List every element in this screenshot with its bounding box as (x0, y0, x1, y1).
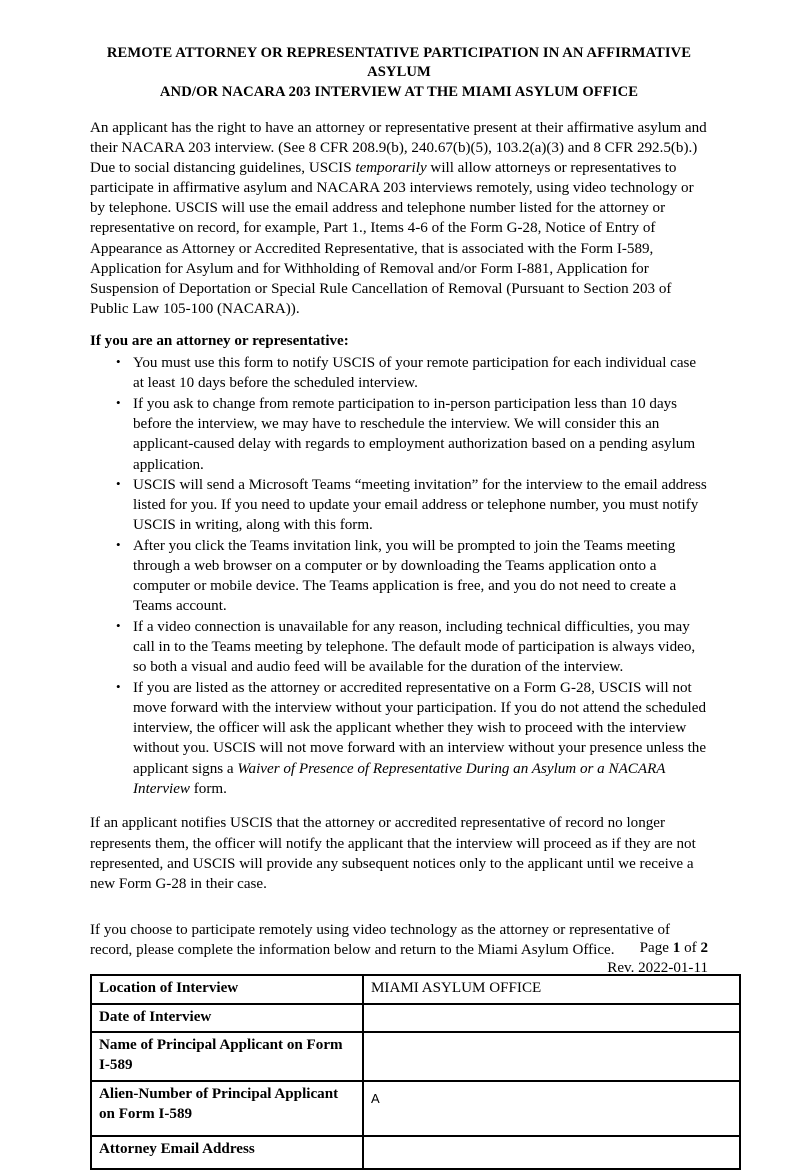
closing-paragraph-2: If you choose to participate remotely using video technology as the attorney or representative of record, please complete the information below and return to the Miami Asylum Office. (90, 921, 671, 959)
intro-paragraph-italic: temporarily (355, 160, 427, 177)
list-item-part-2: form. (190, 780, 227, 797)
page-title-line-2: AND/OR NACARA 203 INTERVIEW AT THE MIAMI ASYLUM OFFICE (159, 83, 639, 100)
page-number: 1 (672, 940, 681, 956)
revision-date: Rev. 2022-01-11 (607, 960, 708, 977)
list-item-italic-title: Waiver of Presence of Representative During an Asylum or a NACARA Interview (133, 760, 666, 797)
intro-paragraph-part-1: An applicant has the right to have an attorney or representative present at their affirmative asylum and their NACARA 203 interview. (See 8 CFR 208.9(b), 240.67(b)(5), 103.2(a)(3) and 8 CFR 292.5(b).) Due to social distancing guidelines, USCIS (90, 119, 707, 177)
intro-paragraph-part-2: will allow attorneys or representatives to participate in affirmative asylum and NACARA 203 interviews remotely, using video technology or by telephone. USCIS will use the email address and telephone number listed for the attorney or representative on record, for example, Part 1., Items 4-6 of the Form G-28, Notice of Entry of Appearance as Attorney or Accredited Representative, that is associated with the Form I-589, Application for Asylum and for Withholding of Removal and/or Form I-881, Application for Suspension of Deportation or Special Rule Cancellation of Removal (Pursuant to Section 203 of Public Law 105-100 (NACARA)). (90, 160, 694, 318)
table-row (91, 1032, 740, 1081)
table-row (91, 1081, 740, 1136)
interview-information-table (90, 974, 741, 1170)
table-row (91, 1136, 740, 1169)
list-item: • If a video connection is unavailable for any reason, including technical difficulties, you may call in to the Teams meeting by telephone. The default mode of participation is always video, so both a visual and audio feed will be available for the duration of the interview. (90, 617, 708, 677)
table-row-label: Location of Interview (91, 975, 363, 1004)
paragraph-spacer (90, 906, 708, 920)
table-row (91, 1004, 740, 1033)
paragraph-spacer (90, 799, 708, 813)
table-row-label: Attorney Email Address (91, 1136, 363, 1169)
page-prefix: Page (639, 940, 673, 956)
table-row-value[interactable] (363, 1136, 740, 1169)
table-row-value[interactable] (363, 1032, 740, 1081)
page-title (90, 44, 708, 102)
page-title-line-1: REMOTE ATTORNEY OR REPRESENTATIVE PARTICIPATION IN AN AFFIRMATIVE ASYLUM (106, 45, 692, 81)
list-item (90, 678, 708, 799)
page-footer (607, 938, 708, 978)
table-row-value[interactable] (363, 1004, 740, 1033)
table-row-value[interactable]: A (363, 1081, 740, 1136)
table-row-value[interactable]: MIAMI ASYLUM OFFICE (363, 975, 740, 1004)
list-item-part-1: If you are listed as the attorney or accredited representative on a Form G-28, USCIS will not move forward with the interview without your participation. If you do not attend the scheduled interview, the officer will ask the applicant whether they wish to proceed with the interview without you. USCIS will not move forward with an interview without your presence unless the applicant signs a (133, 680, 707, 777)
attorney-instructions-list (90, 353, 708, 799)
closing-paragraph-1: If an applicant notifies USCIS that the attorney or accredited representative of record no longer represents them, the officer will notify the applicant that the interview will proceed as if they are not represented, and USCIS will provide any subsequent notices only to the applicant until we receive a new Form G-28 in their case. (90, 815, 696, 892)
page-total: 2 (700, 940, 708, 956)
list-item: • After you click the Teams invitation link, you will be prompted to join the Teams meeting through a web browser on a computer or by downloading the Teams application onto a computer or mobile device. The Teams application is free, and you do not need to create a Teams account. (90, 536, 708, 617)
table-row-label: Date of Interview (91, 1004, 363, 1033)
page-number-line (607, 938, 708, 958)
page-middle: of (680, 940, 701, 956)
list-item: • USCIS will send a Microsoft Teams “meeting invitation” for the interview to the email address listed for you. If you need to update your email address or telephone number, you must notify USCIS in writing, along with this form. (90, 475, 708, 535)
list-item: • If you ask to change from remote participation to in-person participation less than 10 days before the interview, we may have to reschedule the interview. We will consider this an applicant-caused delay with regards to employment authorization based on a pending asylum application. (90, 394, 708, 475)
document-content (90, 44, 708, 1170)
table-row-label: Name of Principal Applicant on Form I-589 (91, 1032, 363, 1081)
list-item: • You must use this form to notify USCIS of your remote participation for each individual case at least 10 days before the scheduled interview. (90, 353, 708, 393)
intro-paragraph (90, 118, 708, 319)
table-row-label: Alien-Number of Principal Applicant on Form I-589 (91, 1081, 363, 1136)
section-heading-attorney: If you are an attorney or representative: (90, 333, 349, 350)
table-row (91, 975, 740, 1004)
